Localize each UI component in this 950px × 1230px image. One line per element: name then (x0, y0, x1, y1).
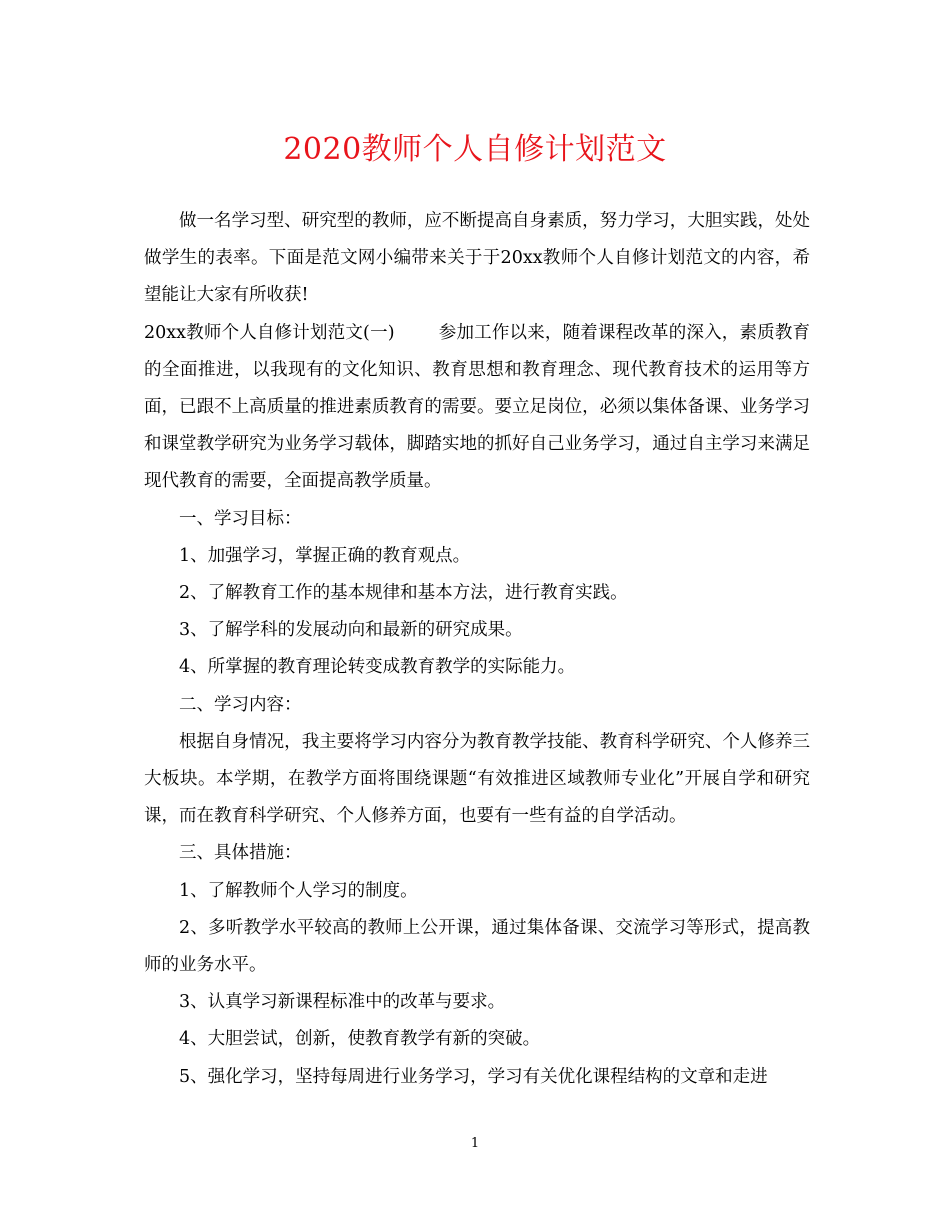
section-1-paragraph (144, 315, 810, 501)
measure-item: 5、强化学习，坚持每周进行业务学习，学习有关优化课程结构的文章和走进 (179, 1066, 768, 1087)
document-body (144, 203, 810, 1096)
learning-content-heading: 二、学习内容： (179, 694, 302, 715)
intro-paragraph: 做一名学习型、研究型的教师，应不断提高自身素质，努力学习，大胆实践，处处做学生的表率。下面是范文网小编带来关于于20xx教师个人自修计划范文的内容，希望能让大家有所收获! (144, 211, 810, 306)
goal-item: 4、所掌握的教育理论转变成教育教学的实际能力。 (179, 657, 576, 678)
measure-item: 2、多听教学水平较高的教师上公开课，通过集体备课、交流学习等形式，提高教师的业务水平。 (144, 917, 810, 976)
section-1-heading: 20xx教师个人自修计划范文(一) (144, 322, 395, 343)
page-number: 1 (470, 1136, 480, 1151)
learning-goals-heading: 一、学习目标： (179, 508, 302, 529)
measure-item: 3、认真学习新课程标准中的改革与要求。 (179, 992, 506, 1013)
section-1-text: 参加工作以来，随着课程改革的深入，素质教育的全面推进，以我现有的文化知识、教育思想和教育理念、现代教育技术的运用等方面，已跟不上高质量的推进素质教育的需要。要立足岗位，必须以集体备课、业务学习和课堂教学研究为业务学习载体，脚踏实地的抓好自己业务学习，通过自主学习来满足现代教育的需要，全面提高教学质量。 (144, 322, 811, 492)
goal-item: 2、了解教育工作的基本规律和基本方法，进行教育实践。 (179, 583, 628, 604)
page-title: 2020教师个人自修计划范文 (283, 132, 667, 167)
measure-item: 4、大胆尝试，创新，使教育教学有新的突破。 (179, 1029, 541, 1050)
learning-content-paragraph: 根据自身情况，我主要将学习内容分为教育教学技能、教育科学研究、个人修养三大板块。本学期，在教学方面将围绕课题“有效推进区域教师专业化”开展自学和研究课，而在教育科学研究、个人修养方面，也要有一些有益的自学活动。 (144, 731, 810, 827)
measure-item: 1、了解教师个人学习的制度。 (179, 880, 418, 901)
measures-heading: 三、具体措施： (179, 843, 302, 864)
goal-item: 1、加强学习，掌握正确的教育观点。 (179, 545, 471, 566)
goal-item: 3、了解学科的发展动向和最新的研究成果。 (179, 620, 523, 641)
